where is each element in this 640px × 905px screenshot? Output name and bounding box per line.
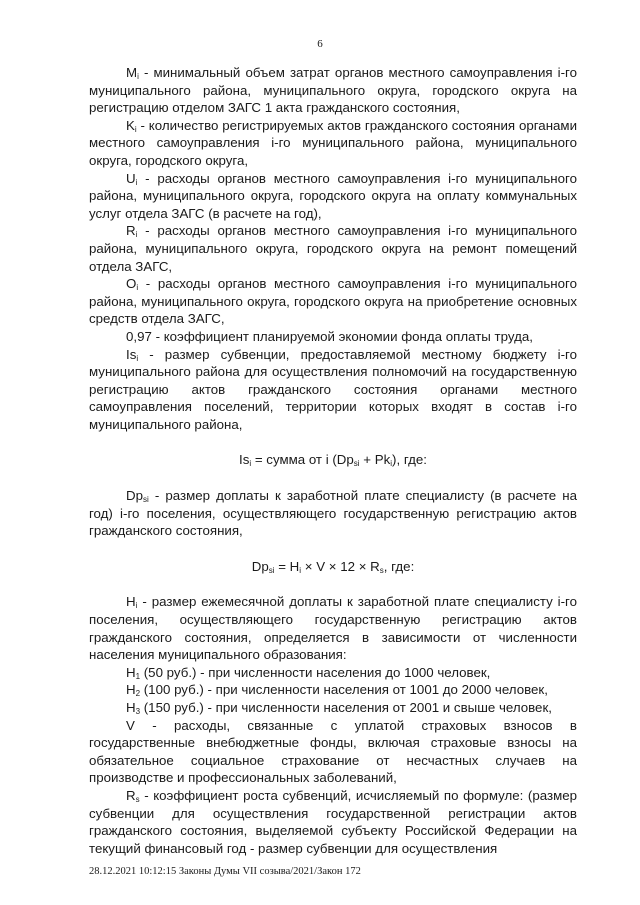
definition-coefficient: 0,97 - коэффициент планируемой экономии фонда оплаты труда, (126, 328, 533, 344)
definition-h: $H_i$ - размер ежемесячной доплаты к заработной плате специалисту i-го поселения, осуществляющего государственную регистрацию актов гражданского состояния, определяется в зависимости от численности населения муниципального образования: (89, 594, 577, 663)
document-footer: 28.12.2021 10:12:15 Законы Думы VII созыва/2021/Закон 172 (89, 866, 361, 877)
definition-rs: $R_s$ - коэффициент роста субвенций, исчисляемый по формуле: (размер субвенции для осуществления государственной регистрации актов гражданского состояния, выделяемой субъекту Российской Федерации на текущий финансовый год - размер субвенции для осуществления (89, 787, 577, 856)
formula-dp: $Dp_{si} = H_i \times V \times 12 \times R_s$, где: (251, 558, 415, 575)
definition-k: $K_i$ - количество регистрируемых актов гражданского состояния органами местного самоуправления i-го муниципального района, муниципального округа, городского округа, (89, 117, 577, 168)
definition-o: $O_i$ - расходы органов местного самоуправления i-го муниципального района, муниципального округа, городского округа на приобретение основных средств отдела ЗАГС, (89, 276, 577, 327)
definition-u: $U_i$ - расходы органов местного самоуправления i-го муниципального района, муниципального округа, городского округа на оплату коммунальных услуг отдела ЗАГС (в расчете на год), (89, 170, 577, 221)
document-body (89, 64, 577, 857)
list-item-h1: $H_1$ (50 руб.) - при численности населения до 1000 человек, (126, 664, 491, 681)
list-item-h3: $H_3$ (150 руб.) - при численности населения от 2001 и свыше человек, (126, 700, 552, 716)
page-number: 6 (317, 38, 323, 50)
definition-m: $M_i$ - минимальный объем затрат органов местного самоуправления i-го муниципального района, муниципального округа, городского округа на регистрацию отделом ЗАГС 1 акта гражданского состояния, (89, 65, 577, 116)
definition-dp: $Dp_{si}$ - размер доплаты к заработной плате специалисту (в расчете на год) i-го поселения, осуществляющего государственную регистрацию актов гражданского состояния, (89, 488, 577, 539)
list-item-h2: $H_2$ (100 руб.) - при численности населения от 1001 до 2000 человек, (126, 682, 548, 699)
definition-v: V - расходы, связанные с уплатой страховых взносов в государственные внебюджетные фонды, включая страховые взносы на обязательное социальное страхование от несчастных случаев на производстве и профессиональных заболеваний, (89, 717, 577, 786)
formula-is: $Is_i$ = сумма от i $(Dp_{si} + Pk_i)$, где: (239, 452, 427, 469)
definition-r: $R_i$ - расходы органов местного самоуправления i-го муниципального района, муниципального округа, городского округа на ремонт помещений отдела ЗАГС, (89, 223, 577, 274)
definition-is: $Is_i$ - размер субвенции, предоставляемой местному бюджету i-го муниципального района для осуществления полномочий на государственную регистрацию актов гражданского состояния органами местного самоуправления поселений, территории которых входят в состав i-го муниципального района, (89, 346, 577, 432)
